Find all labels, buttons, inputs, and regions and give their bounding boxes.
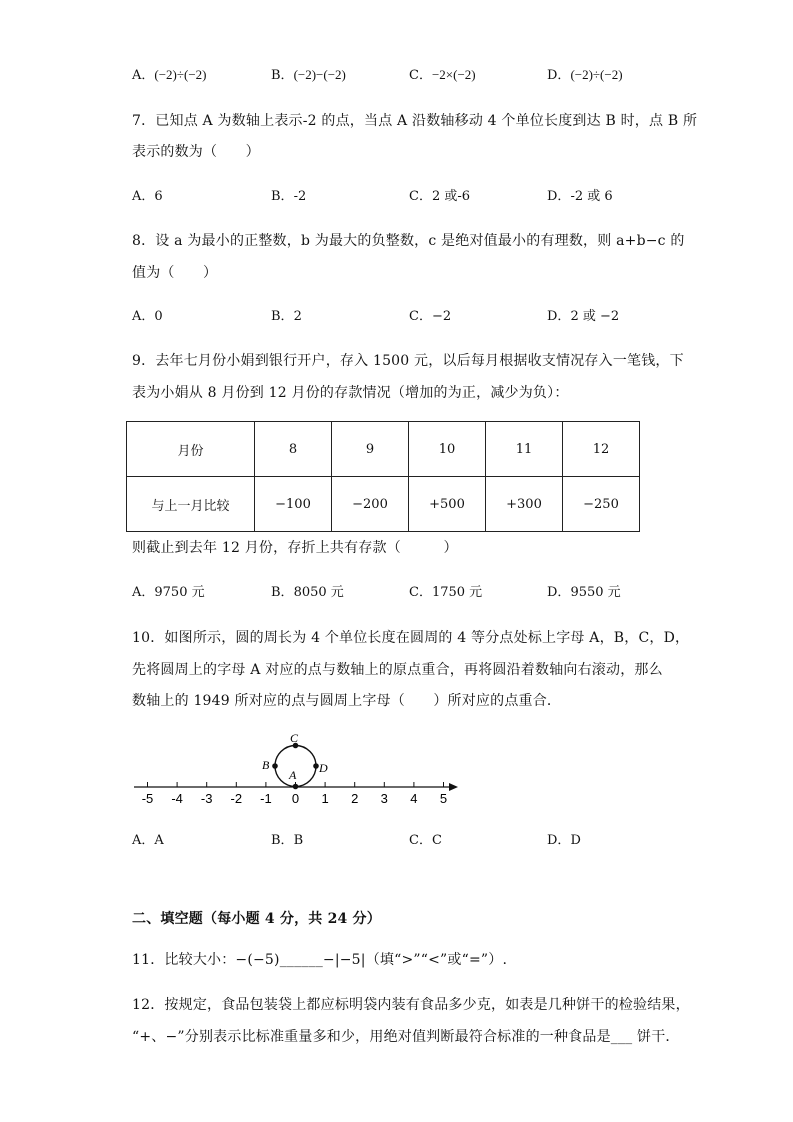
option-expr: (−2)−(−2): [293, 67, 346, 82]
tick-label: -4: [171, 791, 183, 806]
option-label: D．: [547, 68, 571, 83]
q9-option-b: [271, 583, 344, 603]
q10-option-b: [271, 831, 303, 851]
table-row-months: [127, 422, 640, 477]
option-label: B．: [271, 309, 294, 324]
option-label: A．: [132, 833, 155, 848]
option-text: 8050 元: [293, 585, 344, 600]
q11-stem: 11．比较大小：−(−5)______−|−5|（填“>”“<”或“=”）.: [132, 952, 508, 968]
q9-option-c: [409, 583, 482, 603]
table-cell-month: 12: [563, 422, 640, 477]
q8-option-d: [547, 307, 619, 327]
point-label-d: D: [319, 761, 328, 775]
tick-label: 1: [321, 791, 329, 806]
option-label: A．: [132, 309, 155, 324]
tick-label: -5: [141, 791, 154, 806]
option-text: 2 或 −2: [570, 309, 620, 324]
option-text: D: [570, 833, 581, 848]
option-label: D．: [547, 585, 571, 600]
q10-option-d: [547, 831, 581, 851]
option-text: 1750 元: [431, 585, 483, 600]
q10-option-c: [409, 831, 442, 851]
q9-stem-line1: 9．去年七月份小娟到银行开户，存入 1500 元，以后每月根据收支情况存入一笔钱，下: [132, 353, 684, 369]
q9-stem-line3: 则截止到去年 12 月份，存折上共有存款（ ）: [132, 540, 458, 556]
option-text: A: [154, 833, 164, 848]
option-label: C．: [409, 585, 432, 600]
table-row-values: [127, 477, 640, 532]
option-text: −2: [431, 309, 452, 324]
option-expr: (−2)÷(−2): [154, 67, 207, 82]
option-label: B．: [271, 189, 294, 204]
option-label: B．: [271, 833, 294, 848]
q8-option-b: [271, 307, 302, 327]
q7-stem-line1: 7．已知点 A 为数轴上表示-2 的点，当点 A 沿数轴移动 4 个单位长度到达 B 时，点 B 所: [132, 113, 698, 129]
point-label-c: C: [290, 731, 299, 745]
q6-option-b: [271, 65, 346, 86]
q7-stem-line2: 表示的数为（ ）: [132, 144, 260, 160]
option-text: 0: [154, 309, 163, 324]
q12-stem-line2: “+、−”分别表示比标准重量多和少，用绝对值判断最符合标准的一种食品是___ 饼干．: [132, 1029, 680, 1045]
option-label: C．: [409, 189, 432, 204]
point-label-a: A: [289, 768, 297, 782]
table-cell-month: 8: [255, 422, 332, 477]
option-expr: (−2)÷(−2): [570, 67, 623, 82]
option-label: D．: [547, 833, 571, 848]
option-text: 9550 元: [570, 585, 621, 600]
q8-option-c: [409, 307, 451, 327]
q10-stem-line3: 数轴上的 1949 所对应的点与圆周上字母（ ）所对应的点重合．: [132, 693, 562, 709]
table-cell-month: 9: [332, 422, 409, 477]
table-cell-value: +500: [409, 477, 486, 532]
number-line-figure: [126, 728, 466, 808]
q8-stem-line2: 值为（ ）: [132, 265, 218, 281]
tick-label: 4: [410, 791, 418, 806]
table-cell-value: −200: [332, 477, 409, 532]
q6-option-c: [409, 65, 476, 86]
q6-option-a: [132, 65, 207, 86]
table-cell-value: −100: [255, 477, 332, 532]
q10-stem-line1: 10．如图所示，圆的周长为 4 个单位长度在圆周的 4 等分点处标上字母 A，B，C，D，: [132, 630, 690, 646]
option-text: 9750 元: [154, 585, 205, 600]
tick-label: -3: [200, 791, 213, 806]
option-label: C．: [409, 68, 432, 83]
q9-option-a: [132, 583, 205, 603]
option-text: 6: [154, 189, 163, 204]
option-text: C: [431, 833, 442, 848]
q9-option-d: [547, 583, 621, 603]
savings-table: [126, 421, 640, 532]
q7-option-d: [547, 187, 613, 207]
tick-label: -1: [260, 791, 272, 806]
table-cell-month: 11: [486, 422, 563, 477]
table-header-label: 月份: [127, 422, 255, 477]
q7-option-b: [271, 187, 306, 207]
option-text: -2 或 6: [570, 189, 613, 204]
option-expr: −2×(−2): [431, 67, 476, 82]
point-label-b: B: [262, 758, 270, 772]
tick-label: 0: [291, 791, 300, 806]
option-text: B: [293, 833, 304, 848]
q10-stem-line2: 先将圆周上的字母 A 对应的点与数轴上的原点重合，再将圆沿着数轴向右滚动，那么: [132, 662, 663, 678]
q10-option-a: [132, 831, 164, 851]
table-cell-value: −250: [563, 477, 640, 532]
q9-stem-line2: 表为小娟从 8 月份到 12 月份的存款情况（增加的为正，减少为负）：: [132, 385, 569, 401]
section-title: 二、填空题（每小题 4 分，共 24 分）: [132, 911, 381, 927]
q7-option-a: [132, 187, 163, 207]
tick-label: 5: [439, 791, 448, 806]
q6-option-d: [547, 65, 623, 86]
q8-option-a: [132, 307, 163, 327]
option-label: C．: [409, 309, 432, 324]
option-text: -2: [293, 189, 307, 204]
table-cell-value: +300: [486, 477, 563, 532]
option-label: A．: [132, 189, 155, 204]
option-label: A．: [132, 585, 155, 600]
option-text: 2: [293, 309, 302, 324]
tick-label: -2: [230, 791, 243, 806]
option-label: D．: [547, 189, 571, 204]
point-b: [272, 763, 278, 769]
q8-stem-line1: 8．设 a 为最小的正整数，b 为最大的负整数，c 是绝对值最小的有理数，则 a+b−c 的: [132, 233, 685, 249]
arrow-right-icon: [449, 783, 458, 791]
option-label: B．: [271, 68, 294, 83]
q7-option-c: [409, 187, 470, 207]
q12-stem-line1: 12．按规定，食品包装袋上都应标明袋内装有食品多少克，如表是几种饼干的检验结果，: [132, 997, 690, 1013]
option-label: B．: [271, 585, 294, 600]
table-row-label: 与上一月比较: [127, 477, 255, 532]
option-text: 2 或-6: [431, 189, 471, 204]
table-cell-month: 10: [409, 422, 486, 477]
option-label: D．: [547, 309, 571, 324]
point-d: [313, 763, 319, 769]
tick-label: 3: [380, 791, 388, 806]
option-label: A．: [132, 68, 155, 83]
tick-label: 2: [351, 791, 359, 806]
option-label: C．: [409, 833, 432, 848]
